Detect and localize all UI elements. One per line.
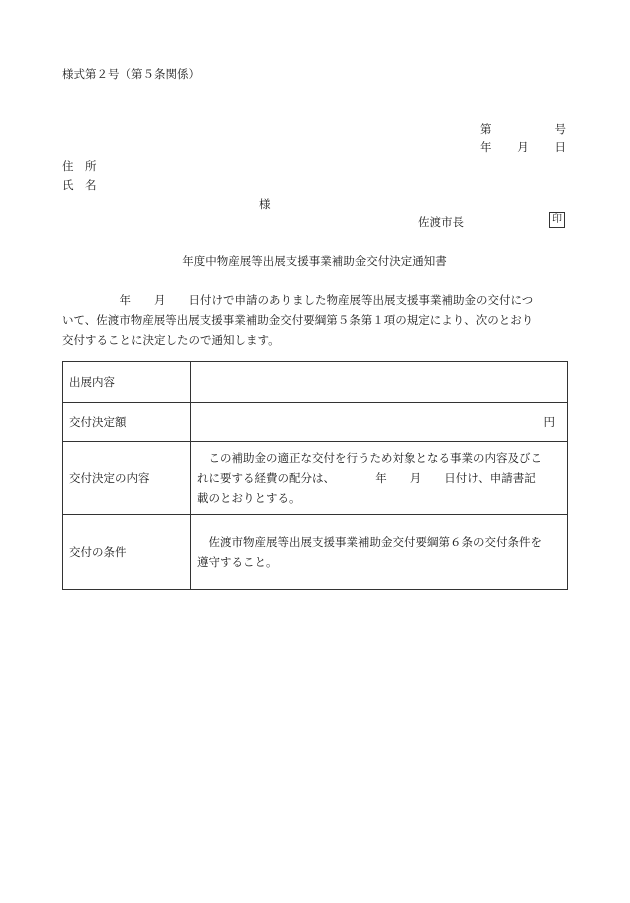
recipient-honorific: 様 [259,197,271,211]
table-row [63,362,568,403]
grant-decision-content-label: 交付決定の内容 [63,442,191,515]
cell-line: この補助金の適正な交付を行うため対象となる事業の内容及びこ [197,451,542,465]
grant-amount-label: 交付決定額 [63,403,191,442]
cell-line: 遵守すること。 [197,555,278,569]
cell-line: れに要する経費の配分は、 年 月 日付け、申請書記 [197,471,536,485]
grant-conditions-label: 交付の条件 [63,515,191,590]
document-title: 年度中物産展等出展支援事業補助金交付決定通知書 [182,254,447,268]
recipient-address-label: 住 所 [62,159,97,173]
exhibition-content-value [191,362,568,403]
date-year: 年 [480,140,492,154]
grant-decision-content-value [191,442,568,515]
document-number-line [480,121,566,137]
table-row [63,515,568,590]
recipient-name-label: 氏 名 [62,178,97,192]
table-row [63,442,568,515]
grant-amount-value: 円 [191,403,568,442]
cell-line: 載のとおりとする。 [197,491,301,505]
document-date-line [480,139,566,155]
exhibition-content-label: 出展内容 [63,362,191,403]
number-prefix: 第 [480,122,492,136]
sender-title: 佐渡市長 [418,215,464,229]
seal-icon: 印 [549,212,565,228]
body-line: 年 月 日付けで申請のありました物産展等出展支援事業補助金の交付につ [62,293,534,307]
table-row [63,403,568,442]
grant-conditions-value [191,515,568,590]
body-paragraph [62,290,567,350]
body-line: 交付することに決定したので通知します。 [62,333,280,347]
grant-details-table [62,361,568,590]
form-number-label: 様式第２号（第５条関係） [62,67,200,81]
date-month: 月 [517,140,529,154]
number-suffix: 号 [554,122,566,136]
date-day: 日 [554,140,566,154]
body-line: いて、佐渡市物産展等出展支援事業補助金交付要綱第５条第１項の規定により、次のとおり [62,313,534,327]
cell-line: 佐渡市物産展等出展支援事業補助金交付要綱第６条の交付条件を [197,535,542,549]
